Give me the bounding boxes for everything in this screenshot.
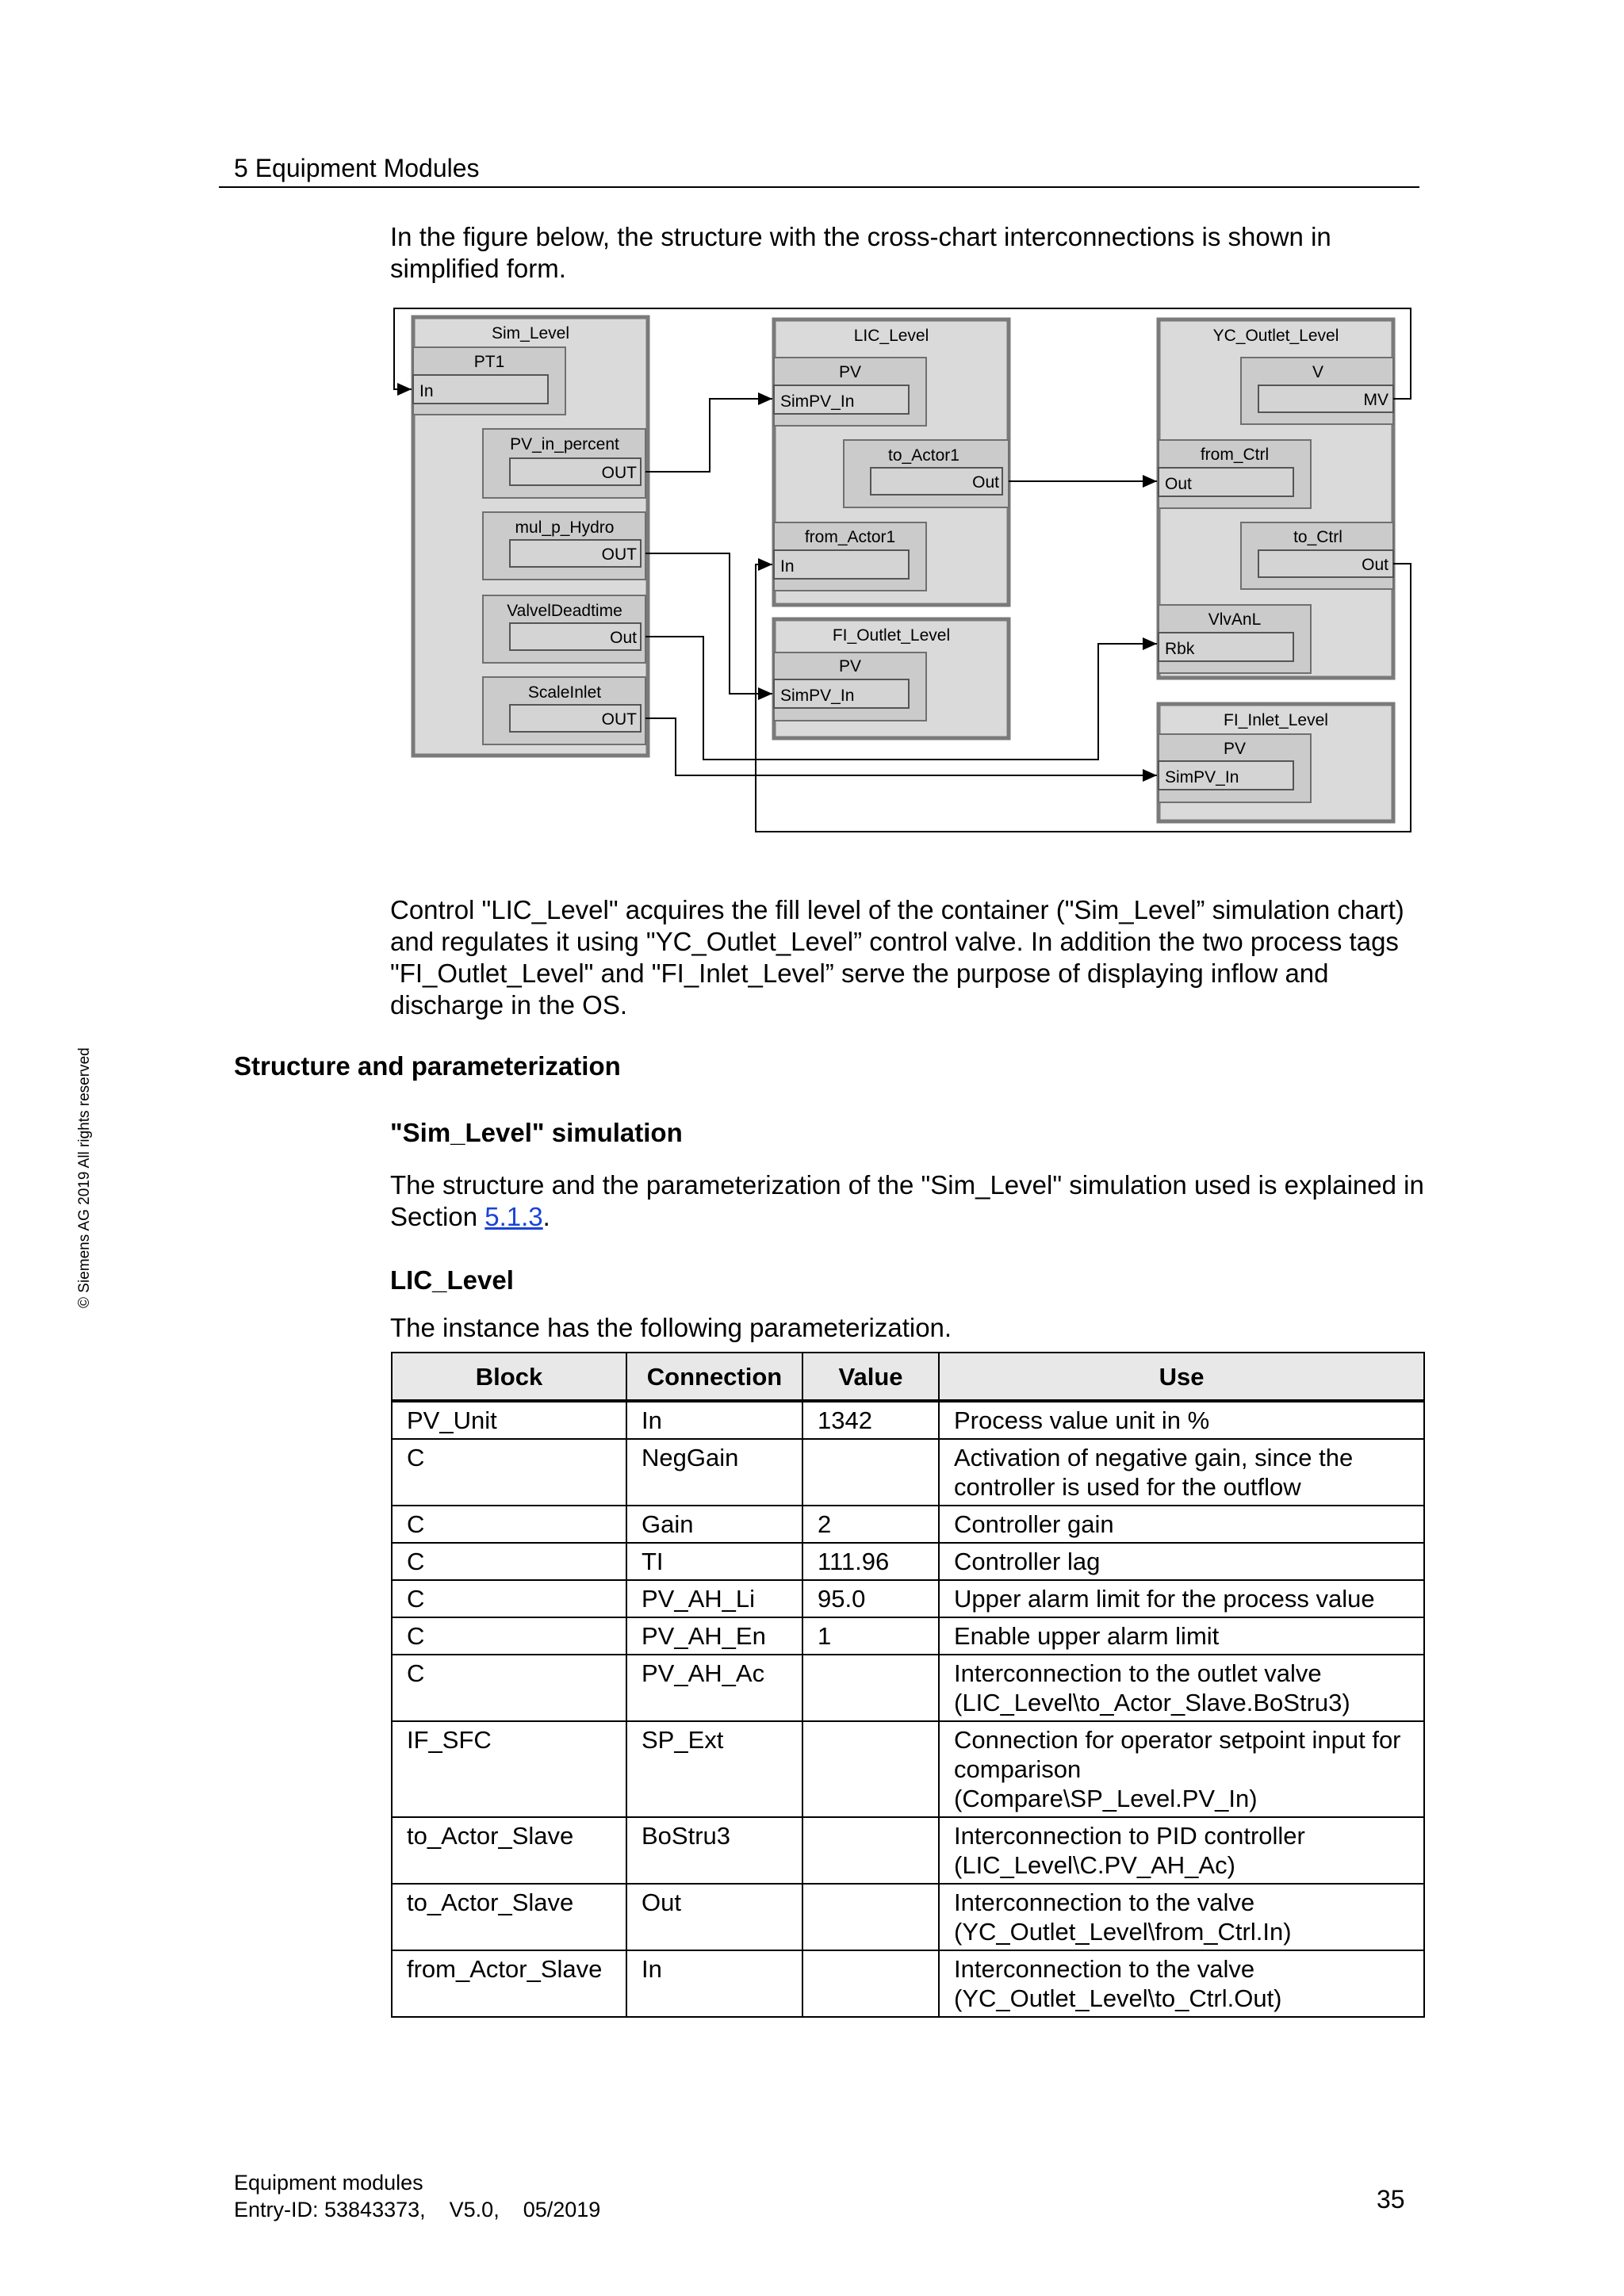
cell-value: 2 [802,1506,939,1543]
cell-use-line: comparison [954,1755,1082,1783]
table-row [392,1580,1424,1617]
fi-outlet-level-chart [774,619,1009,738]
cell-use [939,1817,1424,1884]
from-actor1-title: from_Actor1 [804,528,896,546]
wire-pv-in-percent [645,399,772,472]
to-actor1-port: Out [972,473,999,492]
cell-connection: NegGain [626,1439,802,1506]
table-row [392,1950,1424,2017]
cell-use-line: Interconnection to the outlet valve [954,1659,1322,1687]
cell-use [939,1884,1424,1950]
cell-block: from_Actor_Slave [392,1950,626,2017]
col-header-value: Value [802,1353,939,1401]
lic-level-heading: LIC_Level [390,1265,514,1295]
cell-connection: PV_AH_En [626,1617,802,1655]
yc-outlet-title: YC_Outlet_Level [1212,327,1339,345]
cell-block: to_Actor_Slave [392,1817,626,1884]
mul-p-hydro-port: OUT [601,545,637,564]
sim-level-text: The structure and the parameterization of the "Sim_Level" simulation used is explained in Section [390,1170,1424,1231]
to-ctrl-title: to_Ctrl [1293,528,1342,546]
cell-value [802,1817,939,1884]
table-row [392,1721,1424,1817]
fi-inlet-level-chart [1159,704,1393,821]
cell-value [802,1655,939,1721]
sim-level-heading: "Sim_Level" simulation [390,1118,683,1147]
mul-p-hydro-title: mul_p_Hydro [515,519,615,537]
cell-use [939,1439,1424,1506]
cell-connection: BoStru3 [626,1817,802,1884]
cell-use-line: Interconnection to the valve [954,1888,1255,1916]
table-row [392,1439,1424,1506]
valvel-deadtime-port: Out [610,629,637,647]
cell-use [939,1580,1424,1617]
cell-connection: Out [626,1884,802,1950]
col-header-connection: Connection [626,1353,802,1401]
lic-level-paragraph: The instance has the following parameterization. [390,1313,952,1342]
cell-use-line: (LIC_Level\C.PV_AH_Ac) [954,1851,1235,1879]
footer-title: Equipment modules [234,2171,423,2195]
cell-block: C [392,1439,626,1506]
cell-connection: SP_Ext [626,1721,802,1817]
from-ctrl-port: Out [1165,475,1192,493]
cell-block: C [392,1506,626,1543]
cell-connection: In [626,1401,802,1439]
to-ctrl-port: Out [1362,556,1388,574]
cell-use-line: (LIC_Level\to_Actor_Slave.BoStru3) [954,1689,1350,1716]
cell-connection: PV_AH_Ac [626,1655,802,1721]
parameter-table [391,1352,1425,2018]
cell-connection: PV_AH_Li [626,1580,802,1617]
fi-inlet-pv-port: SimPV_In [1165,768,1239,786]
cell-block: PV_Unit [392,1401,626,1439]
cell-use-line: Process value unit in % [954,1406,1210,1434]
cell-use [939,1617,1424,1655]
cell-value [802,1950,939,2017]
cell-value: 111.96 [802,1543,939,1580]
pt1-port: In [419,382,434,400]
table-body [392,1401,1424,2017]
valvel-deadtime-title: ValvelDeadtime [507,602,622,620]
cell-value: 1342 [802,1401,939,1439]
cell-use-line: Interconnection to PID controller [954,1822,1305,1850]
to-actor1-title: to_Actor1 [888,446,959,465]
cell-value: 95.0 [802,1580,939,1617]
v-port: MV [1363,391,1388,409]
cell-block: C [392,1617,626,1655]
vlvanl-port: Rbk [1165,640,1195,658]
lic-level-chart [774,320,1009,605]
cell-use [939,1655,1424,1721]
cell-use-line: Upper alarm limit for the process value [954,1585,1375,1613]
lic-pv-port: SimPV_In [780,392,855,411]
cell-block: C [392,1655,626,1721]
page-number: 35 [1377,2185,1405,2214]
footer-entry-id: Entry-ID: 53843373, V5.0, 05/2019 [234,2198,601,2221]
from-actor1-port: In [780,557,795,576]
cell-use-line: Activation of negative gain, since the [954,1444,1354,1471]
cell-value [802,1721,939,1817]
cell-connection: TI [626,1543,802,1580]
cell-value [802,1439,939,1506]
sim-level-text-end: . [542,1202,550,1231]
sim-level-chart [413,317,648,756]
from-ctrl-title: from_Ctrl [1200,446,1270,464]
table-row [392,1506,1424,1543]
intro-paragraph: In the figure below, the structure with the cross-chart interconnections is shown in simplified form. [390,222,1331,283]
cell-use-line: Connection for operator setpoint input for [954,1726,1401,1754]
copyright-notice: © Siemens AG 2019 All rights reserved [76,1047,93,1308]
table-row [392,1617,1424,1655]
section-header: 5 Equipment Modules [234,154,480,182]
sim-level-paragraph [390,1169,1429,1233]
cell-connection: In [626,1950,802,2017]
cell-value [802,1884,939,1950]
cell-use [939,1401,1424,1439]
yc-outlet-level-chart [1159,320,1393,678]
wire-mul-p-hydro [645,553,772,694]
cell-use-line: Controller gain [954,1510,1114,1538]
cell-block: C [392,1543,626,1580]
table-row [392,1543,1424,1580]
table-row [392,1884,1424,1950]
structure-heading: Structure and parameterization [234,1051,621,1081]
cell-use-line: Controller lag [954,1548,1101,1575]
scale-inlet-title: ScaleInlet [527,683,602,702]
table-row [392,1817,1424,1884]
description-paragraph: Control "LIC_Level" acquires the fill level of the container ("Sim_Level” simulation chart) and regulates it using "YC_Outlet_Level” control valve. In addition the two process tags "FI_Outlet_Level" and "FI_Inlet_Level” serve the purpose of displaying inflow and discharge in the OS. [390,895,1404,1020]
sim-level-title: Sim_Level [491,324,570,342]
table-row [392,1401,1424,1439]
header-rule [219,186,1419,188]
pt1-title: PT1 [473,353,505,371]
table-row [392,1655,1424,1721]
cell-connection: Gain [626,1506,802,1543]
fi-inlet-title: FI_Inlet_Level [1224,711,1328,729]
fi-outlet-pv-title: PV [838,657,862,675]
section-link[interactable]: 5.1.3 [485,1202,543,1231]
cell-use-line: (YC_Outlet_Level\to_Ctrl.Out) [954,1984,1282,2012]
pv-in-percent-port: OUT [601,464,637,482]
pv-in-percent-title: PV_in_percent [510,435,619,453]
lic-level-title: LIC_Level [853,327,929,345]
col-header-block: Block [392,1353,626,1401]
cell-use [939,1506,1424,1543]
cell-use-line: (Compare\SP_Level.PV_In) [954,1785,1258,1812]
cell-use [939,1950,1424,2017]
interconnection-diagram [390,305,1421,836]
col-header-use: Use [939,1353,1424,1401]
scale-inlet-port: OUT [601,710,637,729]
cell-block: to_Actor_Slave [392,1884,626,1950]
vlvanl-title: VlvAnL [1208,610,1262,629]
cell-use-line: controller is used for the outflow [954,1473,1301,1501]
cell-use-line: Interconnection to the valve [954,1955,1255,1983]
fi-outlet-title: FI_Outlet_Level [832,626,951,645]
table-header-row [392,1353,1424,1401]
lic-pv-title: PV [838,363,862,381]
cell-use-line: Enable upper alarm limit [954,1622,1220,1650]
cell-use [939,1721,1424,1817]
cell-value: 1 [802,1617,939,1655]
cell-use-line: (YC_Outlet_Level\from_Ctrl.In) [954,1918,1292,1946]
fi-inlet-pv-title: PV [1223,740,1247,758]
cell-block: C [392,1580,626,1617]
fi-outlet-pv-port: SimPV_In [780,687,855,705]
v-title: V [1312,363,1324,381]
cell-use [939,1543,1424,1580]
cell-block: IF_SFC [392,1721,626,1817]
